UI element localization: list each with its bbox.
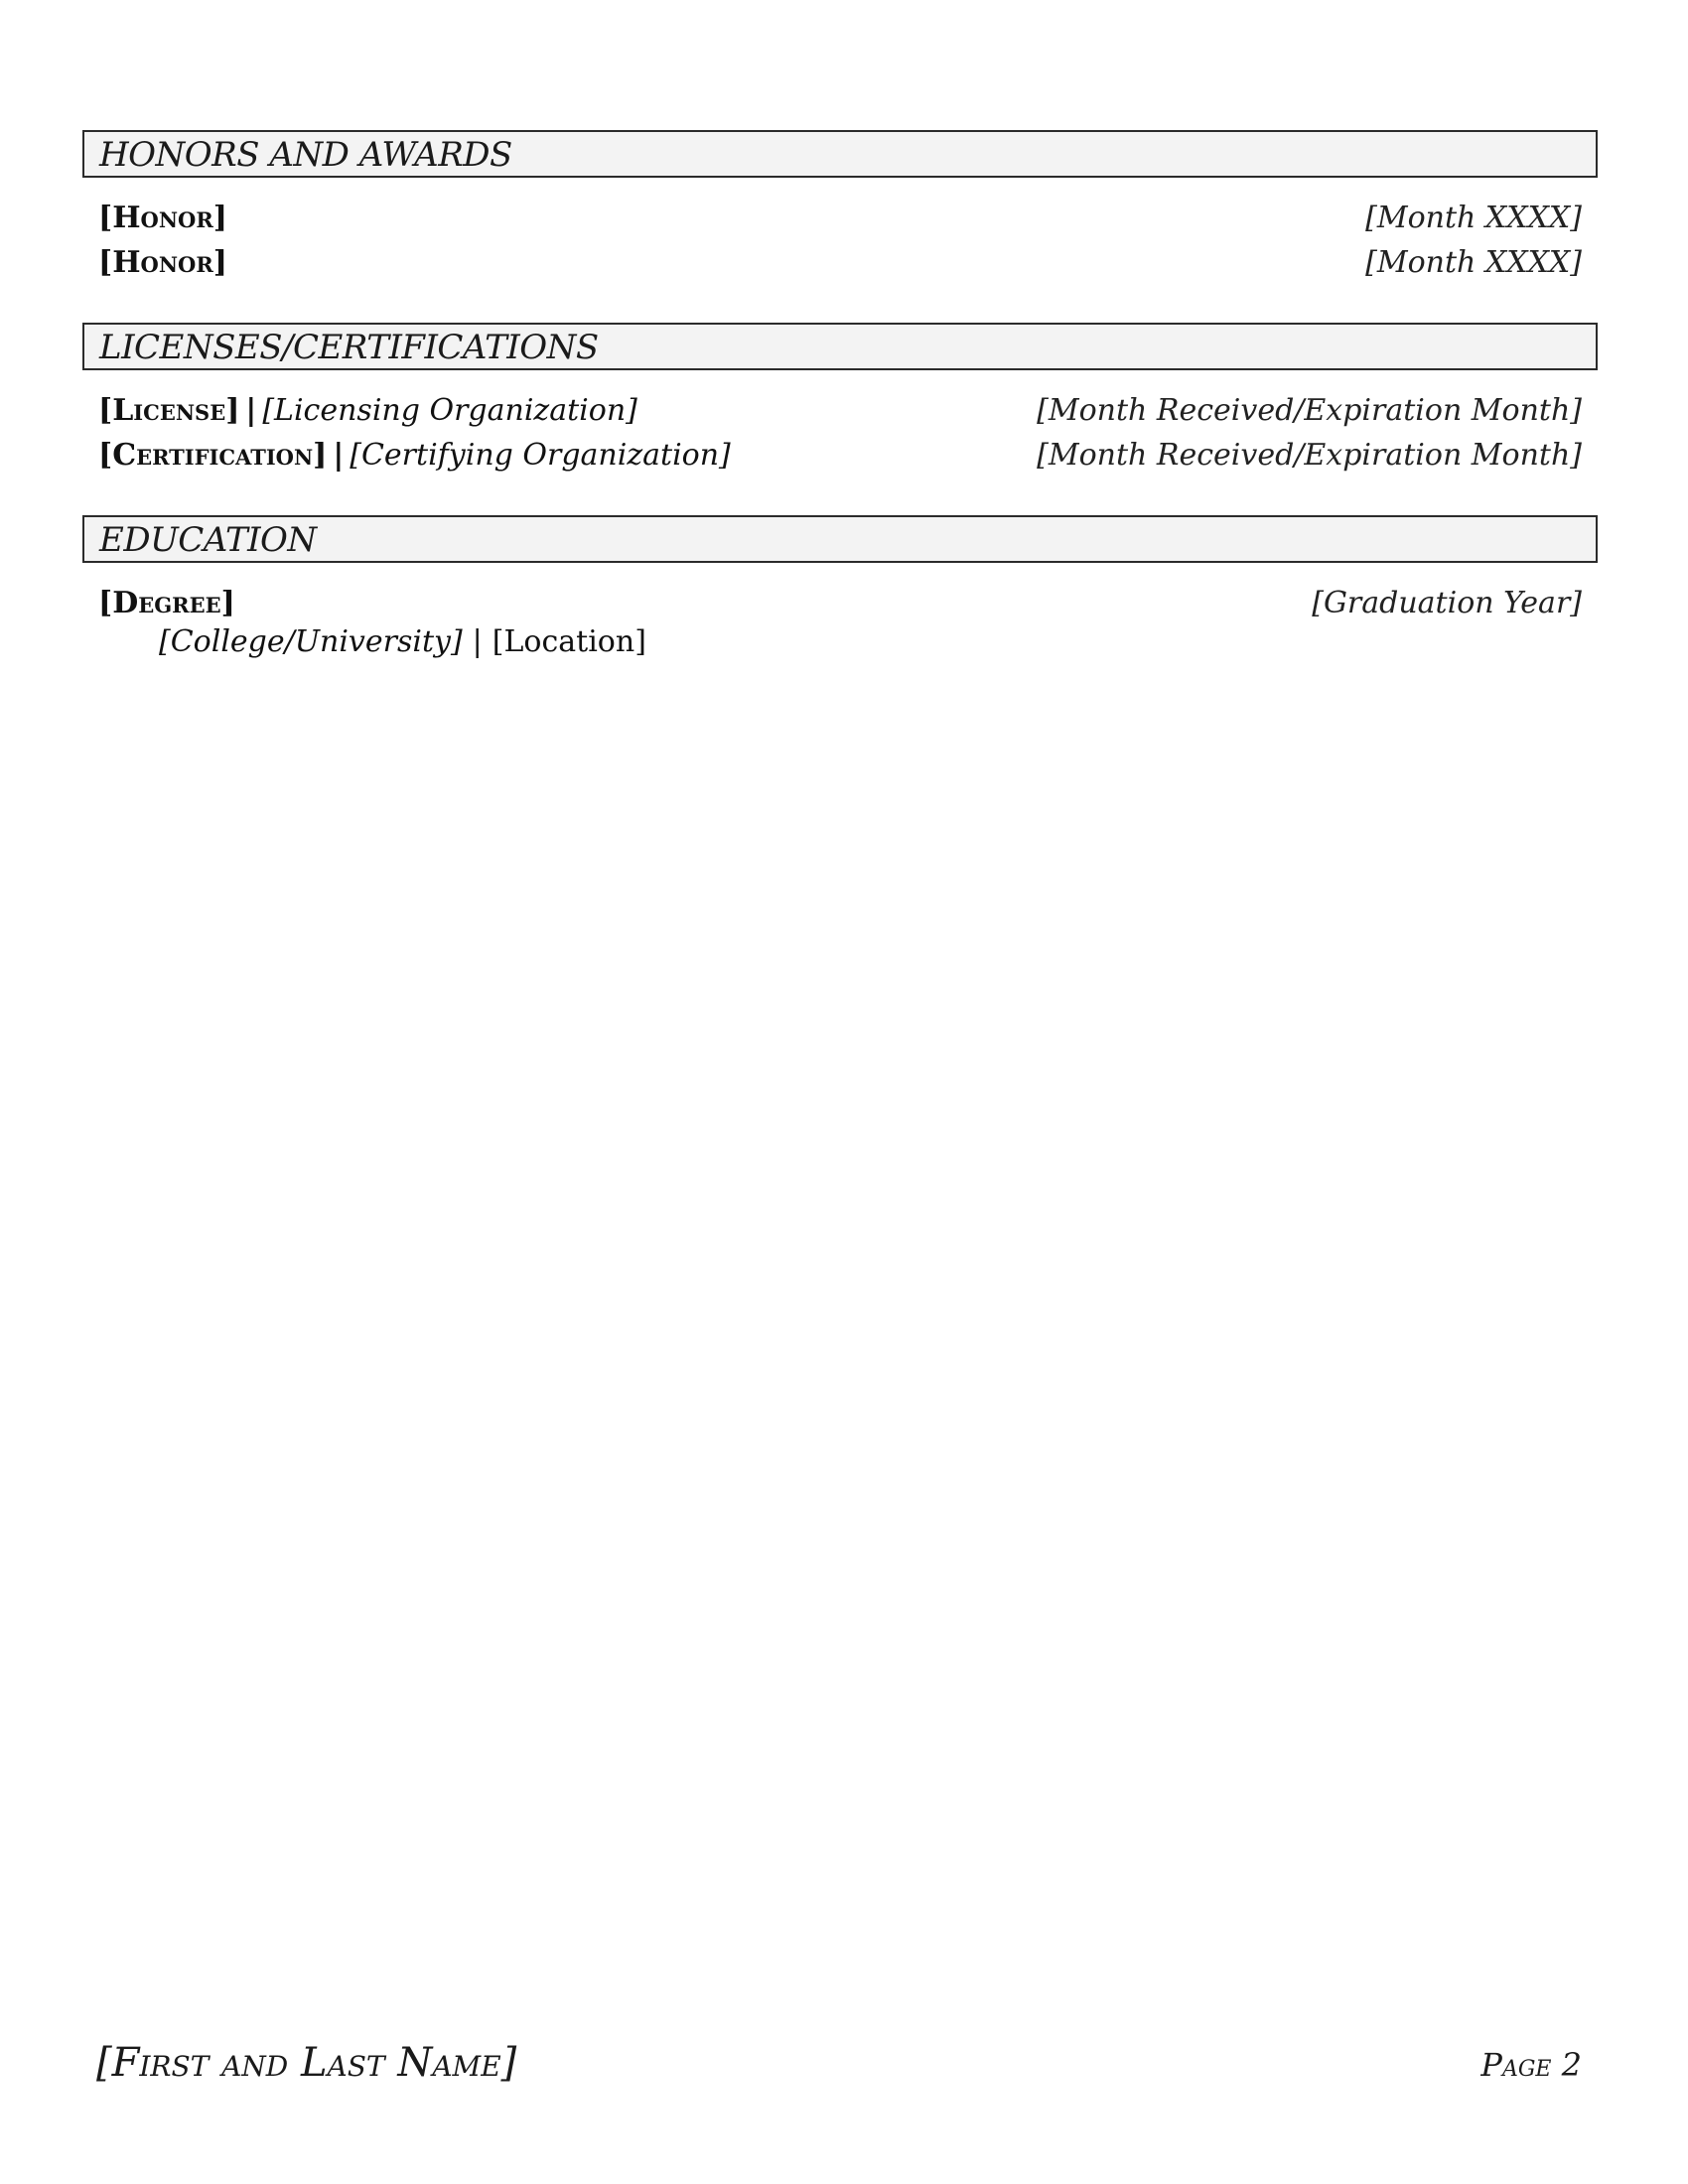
certification-org: [Certifying Organization] [350,438,731,473]
certification-row [98,436,1582,476]
license-row [98,391,1582,431]
license-name: [License] [98,393,240,428]
honors-section-title: HONORS AND AWARDS [99,135,512,175]
honors-section-header [82,130,1598,178]
certification-entry [98,436,731,476]
education-degree-row [98,584,1582,623]
education-school: [College/University] [159,624,463,659]
education-year: [Graduation Year] [1312,586,1582,620]
honor-row [98,199,1582,238]
licenses-section-header [82,323,1598,370]
education-separator: | [472,624,483,659]
certification-name: [Certification] [98,438,328,473]
honor-name: [Honor] [98,201,227,235]
licenses-section-title: LICENSES/CERTIFICATIONS [99,328,599,367]
footer-name: [First and Last Name] [96,2040,517,2086]
education-degree: [Degree] [98,586,235,620]
license-entry [98,391,637,431]
license-org: [Licensing Organization] [262,393,637,428]
certification-separator: | [333,438,345,473]
education-location: [Location] [492,624,646,659]
license-separator: | [245,393,257,428]
education-section-header [82,515,1598,563]
education-school-row [159,622,646,662]
honor-row [98,243,1582,283]
honor-date: [Month XXXX] [1365,201,1582,235]
certification-date: [Month Received/Expiration Month] [1037,438,1582,473]
footer-page-number: Page 2 [1480,2046,1582,2084]
honor-date: [Month XXXX] [1365,245,1582,280]
license-date: [Month Received/Expiration Month] [1037,393,1582,428]
education-section-title: EDUCATION [99,520,317,560]
honor-name: [Honor] [98,245,227,280]
